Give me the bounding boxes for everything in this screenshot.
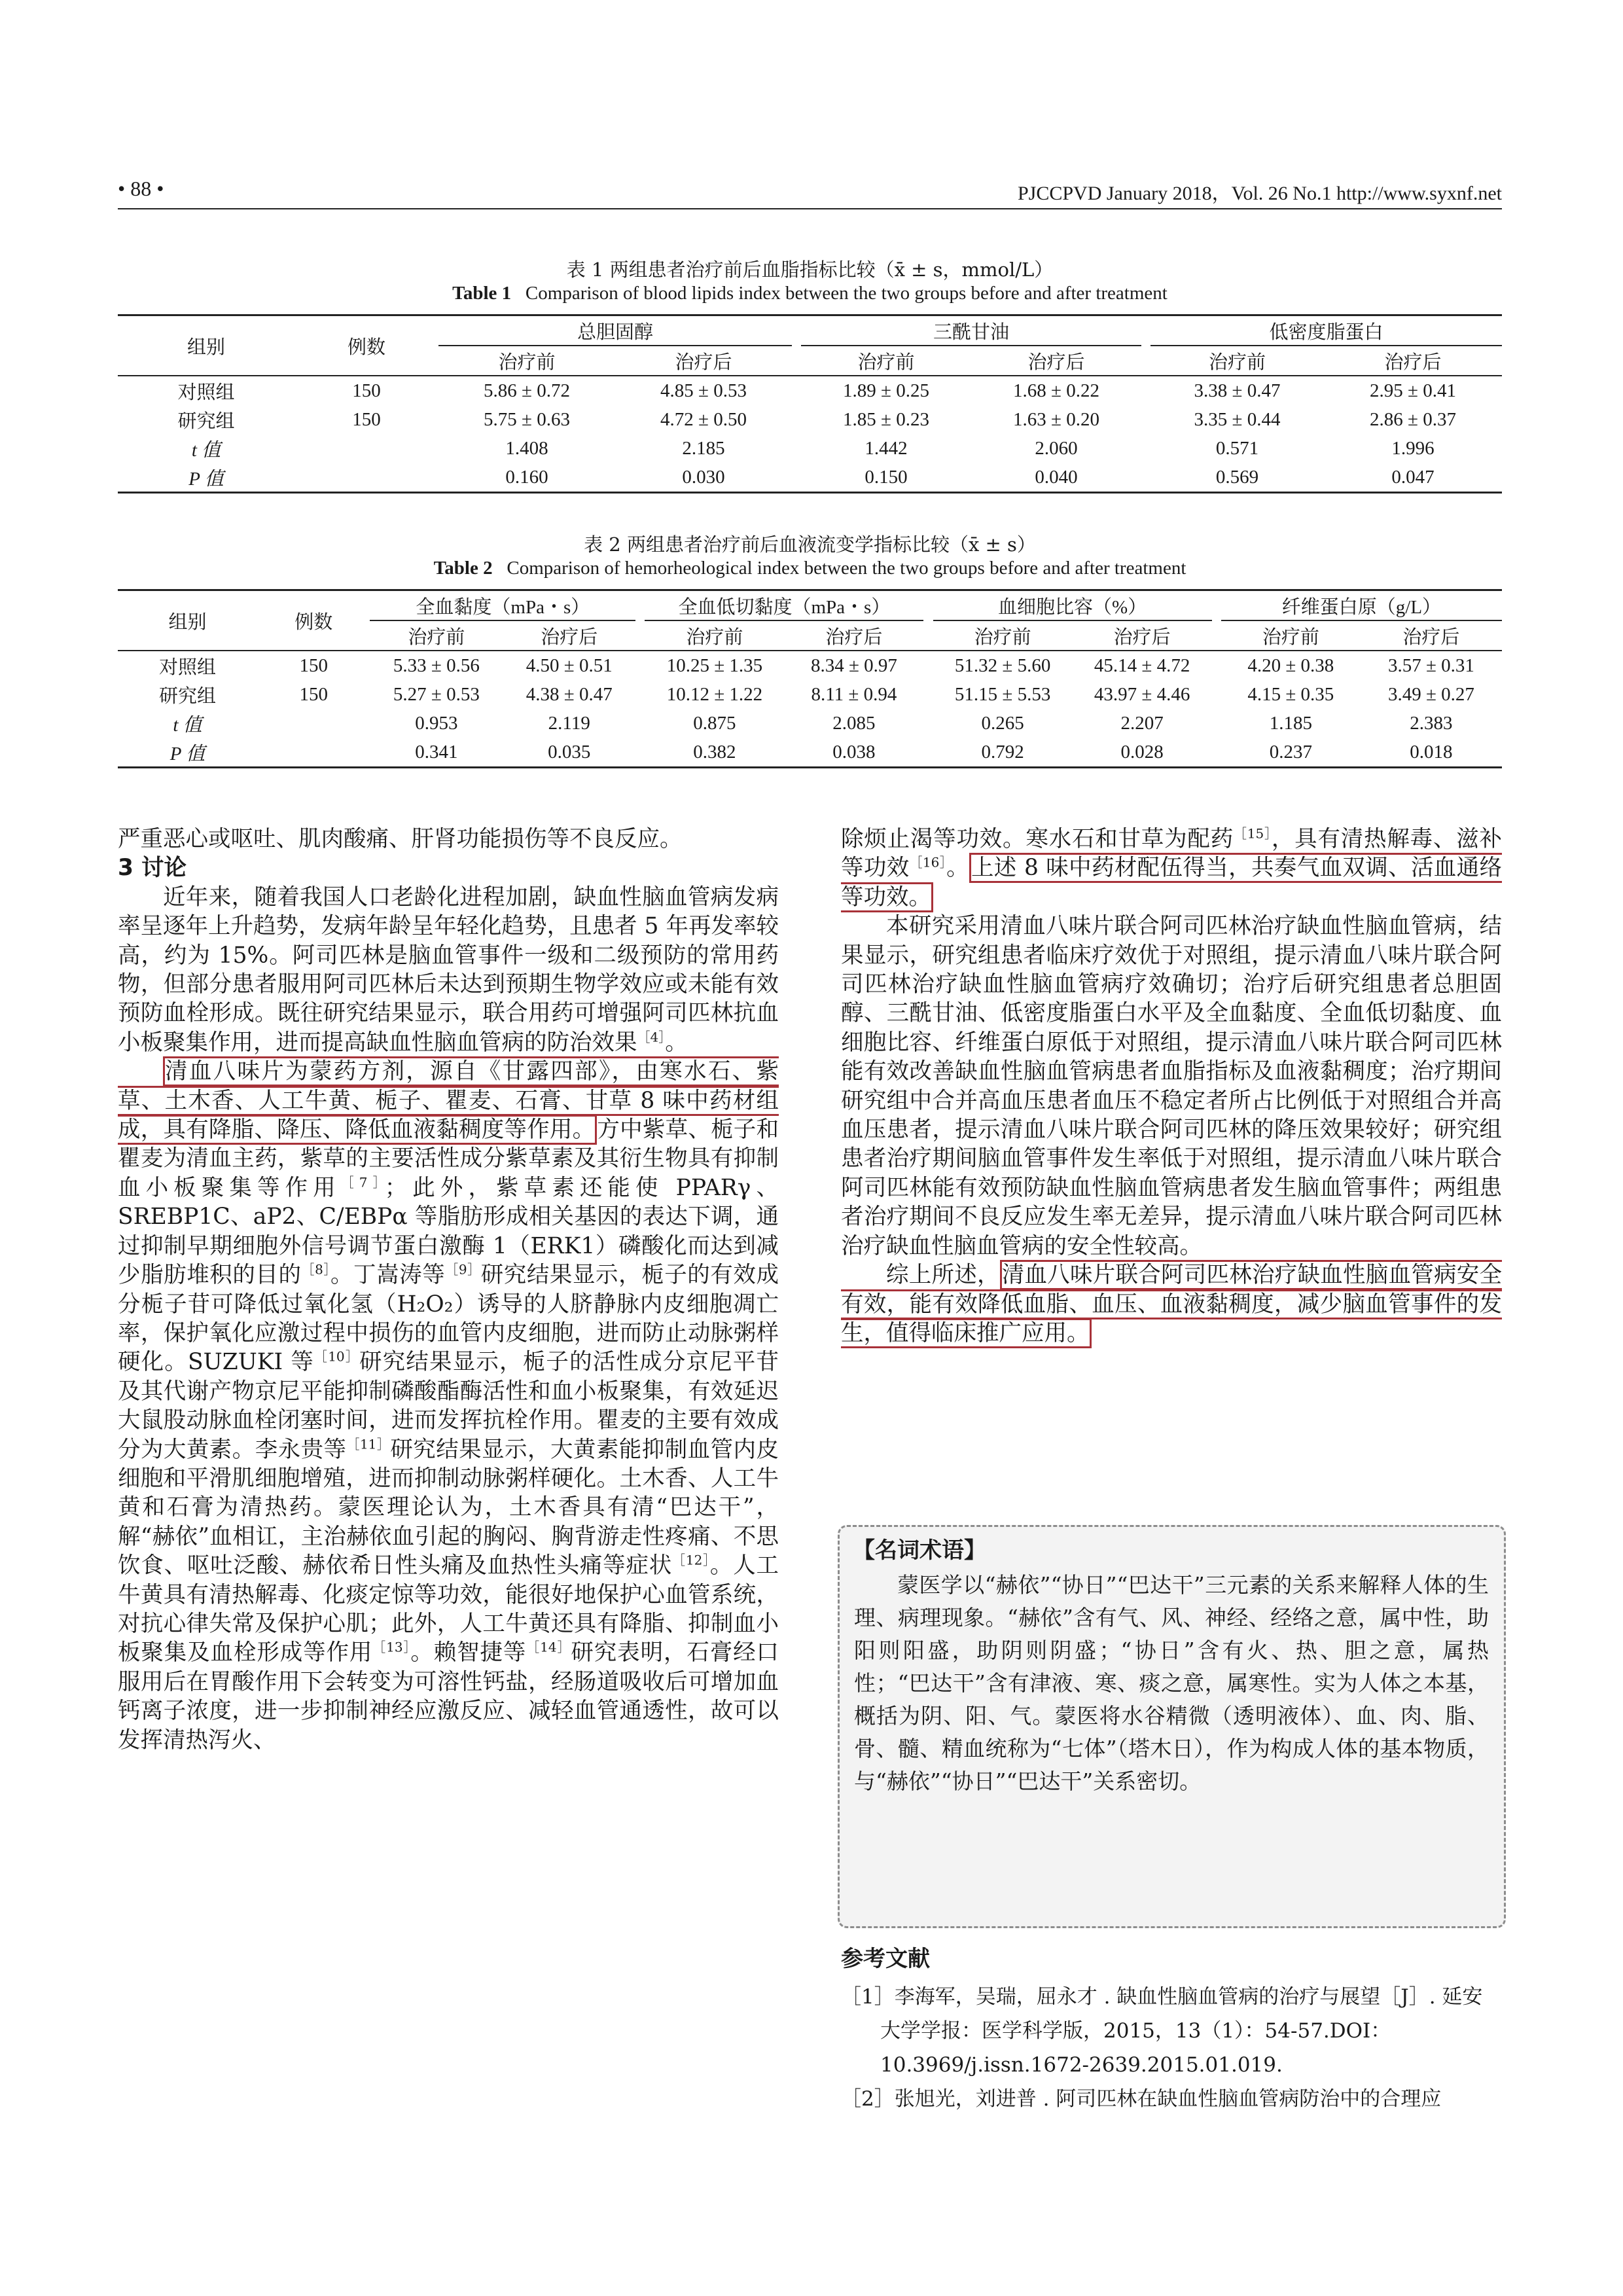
table-row bbox=[118, 651, 1502, 680]
paragraph: 除烦止渴等功效。寒水石和甘草为配药$^{[15]}$，具有清热解毒、滋补等功效$^{[16]}$。上述 8 味中药材配伍得当，共奏气血双调、活血通络等功效。 bbox=[841, 825, 1502, 912]
row-label: 对照组 bbox=[118, 651, 257, 680]
table-row bbox=[118, 709, 1502, 738]
table-row bbox=[118, 405, 1502, 434]
table-cell: 4.72 ± 0.50 bbox=[660, 408, 747, 430]
table-cell: 0.150 bbox=[801, 463, 971, 493]
table-cell: 0.875 bbox=[693, 712, 736, 734]
row-label: 研究组 bbox=[159, 685, 217, 707]
gap-cell bbox=[1141, 463, 1150, 493]
table-cell bbox=[294, 463, 438, 493]
table-cell: 0.040 bbox=[971, 463, 1141, 493]
table-cell: 1.442 bbox=[865, 437, 908, 459]
gap-cell bbox=[1212, 680, 1221, 709]
table-cell: 10.25 ± 1.35 bbox=[645, 651, 784, 680]
table-cell: 51.15 ± 5.53 bbox=[954, 683, 1051, 705]
table-cell bbox=[257, 709, 370, 738]
paragraph: 严重恶心或呕吐、肌肉酸痛、肝肾功能损伤等不良反应。 bbox=[118, 826, 683, 852]
table-cell: 3.57 ± 0.31 bbox=[1361, 651, 1502, 680]
table-cell: 150 bbox=[257, 651, 370, 680]
table-cell: 0.028 bbox=[1073, 738, 1212, 768]
table-cell bbox=[257, 738, 370, 768]
gap-cell bbox=[1141, 405, 1150, 434]
table-cell: 2.060 bbox=[1035, 437, 1078, 459]
table-cell: 0.030 bbox=[615, 463, 792, 493]
table-cell: 0.792 bbox=[933, 738, 1073, 768]
glossary-body: 蒙医学以“赫依”“协日”“巴达干”三元素的关系来解释人体的生理、病理现象。“赫依”含有气、风、神经、经络之意，属中性，助阳则阳盛，助阴则阴盛；“协日”含有火、热、胆之意，属热性；“巴达干”含有津液、寒、痰之意，属寒性。实为人体之本基，概括为阴、阳、气。蒙医将水谷精微（透明液体）、血、肉、脂、骨、髓、精血统称为“七体”（塔木日），作为构成人体的基本物质，与“赫依”“协日”“巴达干”关系密切。 bbox=[854, 1572, 1489, 1794]
header-rule bbox=[118, 208, 1502, 209]
gap-cell bbox=[635, 709, 645, 738]
table1-head-group: 组别 bbox=[118, 315, 294, 376]
table-cell: 4.38 ± 0.47 bbox=[526, 683, 613, 705]
table2-head-hct: 血细胞比容（%） bbox=[933, 590, 1212, 621]
table-cell: 0.953 bbox=[415, 712, 458, 734]
table-row bbox=[118, 463, 1502, 493]
reference-item: ［2］张旭光，刘进普 . 阿司匹林在缺血性脑血管病防治中的合理应 bbox=[841, 2087, 1442, 2111]
table-cell: 5.75 ± 0.63 bbox=[484, 408, 570, 430]
table-cell: 4.15 ± 0.35 bbox=[1247, 683, 1334, 705]
table-row bbox=[118, 434, 1502, 463]
table-cell: 150 bbox=[299, 683, 328, 705]
table-cell: 1.408 bbox=[505, 437, 548, 459]
table-cell: 0.047 bbox=[1324, 463, 1502, 493]
table-cell: 1.185 bbox=[1269, 712, 1312, 734]
table-cell: 2.085 bbox=[832, 712, 876, 734]
table-cell: 1.85 ± 0.23 bbox=[843, 408, 929, 430]
references-list bbox=[841, 1980, 1502, 2116]
row-label: t 值 bbox=[173, 714, 202, 736]
gap-cell bbox=[923, 738, 933, 768]
table-cell: 51.32 ± 5.60 bbox=[933, 651, 1073, 680]
highlight-box: 上述 8 味中药材配伍得当，共奏气血双调、活血通络等功效。 bbox=[841, 853, 1502, 912]
table2-head-viscosity: 全血黏度（mPa・s） bbox=[370, 590, 635, 621]
table-cell: 150 bbox=[352, 408, 381, 430]
table-cell: 0.018 bbox=[1361, 738, 1502, 768]
gap-cell bbox=[792, 376, 801, 405]
table-cell: 8.34 ± 0.97 bbox=[784, 651, 923, 680]
table-cell: 0.237 bbox=[1221, 738, 1361, 768]
table-cell: 0.265 bbox=[981, 712, 1024, 734]
references-title: 参考文献 bbox=[841, 1946, 930, 1972]
gap-cell bbox=[1141, 376, 1150, 405]
section-heading: 3 讨论 bbox=[118, 855, 187, 882]
row-label: 研究组 bbox=[177, 410, 235, 432]
gap-cell bbox=[1141, 434, 1150, 463]
table-cell: 0.382 bbox=[645, 738, 784, 768]
table-cell: 3.49 ± 0.27 bbox=[1387, 683, 1474, 705]
gap-cell bbox=[792, 405, 801, 434]
table2-head-fib: 纤维蛋白原（g/L） bbox=[1221, 590, 1502, 621]
gap-cell bbox=[792, 434, 801, 463]
paragraph: 清血八味片为蒙药方剂，源自《甘露四部》，由寒水石、紫草、土木香、人工牛黄、栀子、瞿麦、石膏、甘草 8 味中药材组成，具有降脂、降压、降低血液黏稠度等作用。方中紫草、栀子和瞿麦为清血主药，紫草的主要活性成分紫草素及其衍生物具有抑制血小板聚集等作用$^{[7]}$；此外，紫草素还能使 PPARγ、SREBP1C、aP2、C/EBPα 等脂肪形成相关基因的表达下调，通过抑制早期细胞外信号调节蛋白激酶 1（ERK1）磷酸化而达到减少脂肪堆积的目的$^{[8]}$。丁嵩涛等$^{[9]}$研究结果显示，栀子的有效成分栀子苷可降低过氧化氢（H₂O₂）诱导的人脐静脉内皮细胞凋亡率，保护氧化应激过程中损伤的血管内皮细胞，进而防止动脉粥样硬化。SUZUKI 等$^{[10]}$研究结果显示，栀子的活性成分京尼平苷及其代谢产物京尼平能抑制磷酸酯酶活性和血小板聚集，有效延迟大鼠股动脉血栓闭塞时间，进而发挥抗栓作用。瞿麦的主要有效成分为大黄素。李永贵等$^{[11]}$研究结果显示，大黄素能抑制血管内皮细胞和平滑肌细胞增殖，进而抑制动脉粥样硬化。土木香、人工牛黄和石膏为清热药。蒙医理论认为，土木香具有清“巴达干”，解“赫依”血相讧，主治赫依血引起的胸闷、胸背游走性疼痛、不思饮食、呕吐泛酸、赫依希日性头痛及血热性头痛等症状$^{[12]}$。人工牛黄具有清热解毒、化痰定惊等功效，能很好地保护心血管系统，对抗心律失常及保护心肌；此外，人工牛黄还具有降脂、抑制血小板聚集及血栓形成等作用$^{[13]}$。赖智捷等$^{[14]}$研究表明，石膏经口服用后在胃酸作用下会转变为可溶性钙盐，经肠道吸收后可增加血钙离子浓度，进一步抑制神经应激反应、减轻血管通透性，故可以发挥清热泻火、 bbox=[118, 1057, 779, 1755]
table-cell: 2.86 ± 0.37 bbox=[1370, 408, 1456, 430]
right-column bbox=[841, 825, 1502, 1348]
table-cell bbox=[294, 434, 438, 463]
table-cell: 0.035 bbox=[503, 738, 635, 768]
journal-header: PJCCPVD January 2018，Vol. 26 No.1 http://www.syxnf.net bbox=[1017, 183, 1502, 204]
table-cell: 2.185 bbox=[682, 437, 725, 459]
table-cell: 4.85 ± 0.53 bbox=[615, 376, 792, 405]
table-cell: 150 bbox=[294, 376, 438, 405]
table-row bbox=[118, 376, 1502, 405]
table-cell: 1.68 ± 0.22 bbox=[971, 376, 1141, 405]
table-cell: 4.20 ± 0.38 bbox=[1221, 651, 1361, 680]
table-cell: 4.50 ± 0.51 bbox=[503, 651, 635, 680]
table-cell: 1.996 bbox=[1391, 437, 1435, 459]
table1-caption-en: Table 1 Comparison of blood lipids index between the two groups before and after treatment bbox=[452, 283, 1168, 304]
gap-cell bbox=[923, 651, 933, 680]
gap-cell bbox=[792, 463, 801, 493]
table-cell: 5.86 ± 0.72 bbox=[438, 376, 615, 405]
table1-head-cases: 例数 bbox=[294, 315, 438, 376]
table-cell: 2.207 bbox=[1120, 712, 1164, 734]
paragraph: 综上所述，清血八味片联合阿司匹林治疗缺血性脑血管病安全有效，能有效降低血脂、血压、血液黏稠度，减少脑血管事件的发生，值得临床推广应用。 bbox=[841, 1261, 1502, 1348]
table-cell: 2.95 ± 0.41 bbox=[1324, 376, 1502, 405]
left-column bbox=[118, 825, 779, 1755]
gap-cell bbox=[923, 680, 933, 709]
table2-head-low-shear: 全血低切黏度（mPa・s） bbox=[645, 590, 923, 621]
gap-cell bbox=[923, 709, 933, 738]
table-cell: 3.38 ± 0.47 bbox=[1150, 376, 1324, 405]
table1-head-tg: 三酰甘油 bbox=[801, 315, 1141, 346]
table-cell: 5.27 ± 0.53 bbox=[393, 683, 480, 705]
table-cell: 0.160 bbox=[438, 463, 615, 493]
gap-cell bbox=[1212, 651, 1221, 680]
highlight-box: 清血八味片联合阿司匹林治疗缺血性脑血管病安全有效，能有效降低血脂、血压、血液黏稠度，减少脑血管事件的发生，值得临床推广应用。 bbox=[841, 1260, 1502, 1348]
table2-head-cases: 例数 bbox=[257, 590, 370, 651]
table-cell: 5.33 ± 0.56 bbox=[370, 651, 503, 680]
table2: 组别 例数 全血黏度（mPa・s） 全血低切黏度（mPa・s） 血细胞比容（%） 纤维蛋白原（g/L） 治疗前 治疗后 治疗前 治疗后 治疗前 治疗后 治疗前 治疗后 对照组 150 5.33 ± 0.56 4.50 ± 0.51 10.25 ± 1.35 8.34 ± 0.97 51.32 ± 5.60 45.14 ± 4.72 4.20 ± 0.38 3.57 ± 0.31 研究组 150 5.27 ± 0.53 4.38 ± 0.47 10.12 ± 1.22 8.11 ± 0.94 51.15 ± 5.53 43.97 ± 4.46 4.15 ± 0.35 3.49 ± 0.27 t 值 0.953 2.119 0.875 2.085 0.265 2.207 1.185 2.383 P 值 0.341 0.035 0.382 0.038 0.792 0.028 0.237 0.018 bbox=[118, 589, 1502, 768]
table-cell: 43.97 ± 4.46 bbox=[1094, 683, 1190, 705]
page-number: • 88 • bbox=[118, 177, 164, 200]
table-cell: 8.11 ± 0.94 bbox=[811, 683, 897, 705]
table-row bbox=[118, 680, 1502, 709]
reference-item: ［1］李海军，吴瑞，屈永才 . 缺血性脑血管病的治疗与展望［J］. 延安大学学报：医学科学版，2015，13（1）：54-57.DOI：10.3969/j.issn.1672-2639.2015.01.019. bbox=[841, 1985, 1483, 2077]
table-cell: 2.383 bbox=[1410, 712, 1453, 734]
glossary-box bbox=[838, 1525, 1506, 1928]
table-cell: 1.63 ± 0.20 bbox=[1013, 408, 1099, 430]
table2-head-group: 组别 bbox=[118, 590, 257, 651]
table-cell: 0.571 bbox=[1215, 437, 1259, 459]
paragraph: 本研究采用清血八味片联合阿司匹林治疗缺血性脑血管病，结果显示，研究组患者临床疗效优于对照组，提示清血八味片联合阿司匹林治疗缺血性脑血管病疗效确切；治疗后研究组患者总胆固醇、三酰甘油、低密度脂蛋白水平及全血黏度、全血低切黏度、血细胞比容、纤维蛋白原低于对照组，提示清血八味片联合阿司匹林能有效改善缺血性脑血管病患者血脂指标及血液黏稠度；治疗期间研究组中合并高血压患者血压不稳定者所占比例低于对照组合并高血压患者，提示清血八味片联合阿司匹林的降压效果较好；研究组患者治疗期间脑血管事件发生率低于对照组，提示清血八味片联合阿司匹林能有效预防缺血性脑血管病患者发生脑血管事件；两组患者治疗期间不良反应发生率无差异，提示清血八味片联合阿司匹林治疗缺血性脑血管病的安全性较高。 bbox=[841, 913, 1502, 1259]
glossary-title: 【名词术语】 bbox=[853, 1537, 986, 1564]
table2-caption-cn: 表 2 两组患者治疗前后血液流变学指标比较（x̄ ± s） bbox=[584, 533, 1036, 556]
gap-cell bbox=[635, 651, 645, 680]
table1-caption-cn: 表 1 两组患者治疗前后血脂指标比较（x̄ ± s，mmol/L） bbox=[566, 259, 1054, 281]
table-cell: 0.569 bbox=[1150, 463, 1324, 493]
row-label: P 值 bbox=[118, 738, 257, 768]
gap-cell bbox=[635, 680, 645, 709]
gap-cell bbox=[635, 738, 645, 768]
table-cell: 2.119 bbox=[548, 712, 590, 734]
table-cell: 0.038 bbox=[784, 738, 923, 768]
row-label: t 值 bbox=[191, 439, 221, 461]
table-cell: 3.35 ± 0.44 bbox=[1194, 408, 1281, 430]
table-cell: 1.89 ± 0.25 bbox=[801, 376, 971, 405]
paragraph: 近年来，随着我国人口老龄化进程加剧，缺血性脑血管病发病率呈逐年上升趋势，发病年龄呈年轻化趋势，且患者 5 年再发率较高，约为 15%。阿司匹林是脑血管事件一级和二级预防的常用药物，但部分患者服用阿司匹林后未达到预期生物学效应或未能有效预防血栓形成。既往研究结果显示，联合用药可增强阿司匹林抗血小板聚集作用，进而提高缺血性脑血管病的防治效果$^{[4]}$。 bbox=[118, 884, 779, 1056]
highlight-box: 清血八味片为蒙药方剂，源自《甘露四部》，由寒水石、紫草、土木香、人工牛黄、栀子、瞿麦、石膏、甘草 8 味中药材组成，具有降脂、降压、降低血液黏稠度等作用。 bbox=[118, 1056, 779, 1145]
table-row bbox=[118, 738, 1502, 768]
table-cell: 0.341 bbox=[370, 738, 503, 768]
row-label: P 值 bbox=[118, 463, 294, 493]
table-cell: 45.14 ± 4.72 bbox=[1073, 651, 1212, 680]
gap-cell bbox=[1212, 738, 1221, 768]
table1-head-ldl: 低密度脂蛋白 bbox=[1150, 315, 1502, 346]
row-label: 对照组 bbox=[118, 376, 294, 405]
table1: 组别 例数 总胆固醇 三酰甘油 低密度脂蛋白 治疗前 治疗后 治疗前 治疗后 治疗前 治疗后 对照组 150 5.86 ± 0.72 4.85 ± 0.53 1.89 ± 0.25 1.68 ± 0.22 3.38 ± 0.47 2.95 ± 0.41 研究组 150 5.75 ± 0.63 4.72 ± 0.50 1.85 ± 0.23 1.63 ± 0.20 3.35 ± 0.44 2.86 ± 0.37 t 值 1.408 2.185 1.442 2.060 0.571 1.996 P 值 0.160 0.030 0.150 0.040 0.569 0.047 bbox=[118, 314, 1502, 493]
gap-cell bbox=[1212, 709, 1221, 738]
table2-caption-en: Table 2 Comparison of hemorheological index between the two groups before and after treatment bbox=[433, 558, 1186, 579]
table-cell: 10.12 ± 1.22 bbox=[666, 683, 763, 705]
table1-head-tc: 总胆固醇 bbox=[438, 315, 792, 346]
